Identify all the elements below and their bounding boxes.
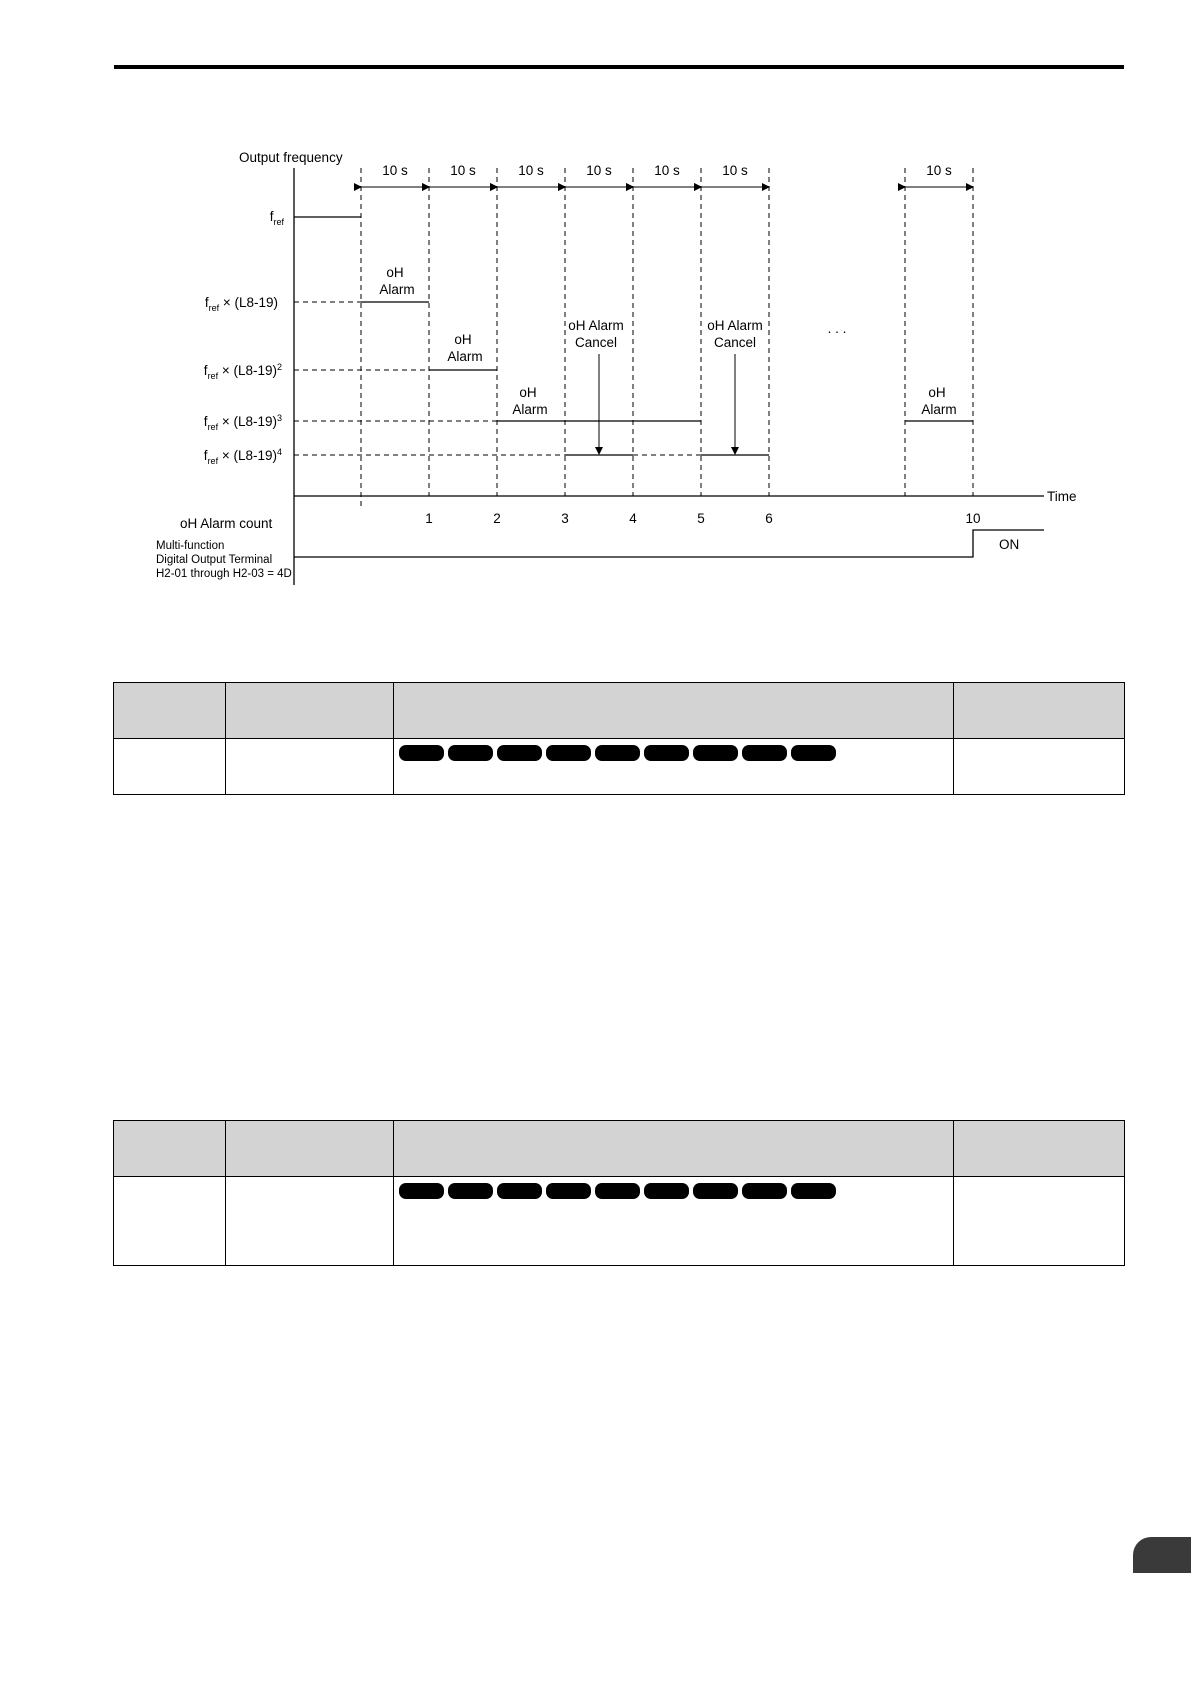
interval-dashed-lines [361,168,973,508]
table-cell [954,1177,1125,1266]
svg-text:oH: oH [928,385,946,400]
table-cell [114,739,226,795]
terminal-label-line1: Multi-function [156,540,225,552]
level-fref-l819-3: $f_{ref} \times (L8-19)^3$ [203,413,282,432]
redacted-tag [644,1183,689,1199]
svg-text:oH Alarm: oH Alarm [568,318,624,333]
svg-text:Cancel: Cancel [574,335,618,350]
svg-text:10 s: 10 s [518,163,544,178]
redacted-tag [693,745,738,761]
svg-text:10 s: 10 s [382,163,408,178]
redacted-tag [791,745,836,761]
cancel-arrows [599,354,735,454]
svg-text:10 s: 10 s [654,163,680,178]
table-row [114,739,1125,795]
table-cell [114,1177,226,1266]
redacted-tag [693,1183,738,1199]
svg-text:6: 6 [765,511,773,526]
svg-text:10: 10 [965,511,981,526]
x-axis-title: Time [1047,489,1077,504]
svg-text:3: 3 [561,511,569,526]
ellipsis: . . . [827,321,847,336]
redacted-tag [742,745,787,761]
header-cell [954,1121,1125,1177]
redacted-tag [742,1183,787,1199]
svg-text:Alarm: Alarm [921,402,957,417]
parameter-table-2 [113,1120,1125,1266]
level-fref-l819-4: $f_{ref} \times (L8-19)^4$ [203,447,282,466]
parameter-table-1 [113,682,1125,795]
table-cell [226,1177,394,1266]
redacted-tag [399,745,444,761]
table-header-row [114,1121,1125,1177]
svg-text:2: 2 [493,511,501,526]
terminal-label-line3: H2-01 through H2-03 = 4D [156,568,292,580]
level-fref-l819: $f_{ref} \times (L8-19)$ [204,295,278,313]
svg-text:oH: oH [519,385,537,400]
alarm-annotations [379,265,956,417]
redacted-tag-row [394,739,953,761]
header-cell [226,683,394,739]
alarm-count-label: oH Alarm count [180,516,273,531]
redacted-tag [448,1183,493,1199]
svg-text:Cancel: Cancel [713,335,757,350]
svg-text:10 s: 10 s [450,163,476,178]
header-cell [226,1121,394,1177]
header-cell [954,683,1125,739]
redacted-tag [595,1183,640,1199]
svg-text:oH: oH [386,265,404,280]
digital-output-signal [294,530,1044,557]
y-level-labels [204,209,285,466]
on-label: ON [999,537,1020,552]
level-fref: $f_{ref}$ [269,209,284,227]
header-cell [394,1121,954,1177]
table-cell [394,1177,954,1266]
y-axis-title: Output frequency [239,150,343,165]
table-cell [954,739,1125,795]
table-cell [394,739,954,795]
redacted-tag [399,1183,444,1199]
redacted-tag [546,1183,591,1199]
header-cell [114,683,226,739]
redacted-tag [644,745,689,761]
redacted-tag-row [394,1177,953,1199]
level-fref-l819-2: $f_{ref} \times (L8-19)^2$ [203,362,282,381]
terminal-label-line2: Digital Output Terminal [156,554,273,566]
oh-alarm-timing-diagram [0,0,1191,620]
alarm-count-numbers [425,511,980,526]
svg-text:Alarm: Alarm [379,282,415,297]
svg-text:10 s: 10 s [926,163,952,178]
table-cell [226,739,394,795]
interval-labels [382,163,952,178]
svg-text:5: 5 [697,511,705,526]
svg-text:4: 4 [629,511,637,526]
redacted-tag [448,745,493,761]
redacted-tag [497,1183,542,1199]
svg-text:oH Alarm: oH Alarm [707,318,763,333]
svg-text:Alarm: Alarm [447,349,483,364]
header-cell [394,683,954,739]
svg-text:1: 1 [425,511,433,526]
header-cell [114,1121,226,1177]
table-header-row [114,683,1125,739]
svg-text:oH: oH [454,332,472,347]
redacted-tag [546,745,591,761]
svg-text:10 s: 10 s [586,163,612,178]
redacted-tag [497,745,542,761]
redacted-tag [595,745,640,761]
table-row [114,1177,1125,1266]
redacted-tag [791,1183,836,1199]
svg-text:10 s: 10 s [722,163,748,178]
chapter-tab-marker [1133,1537,1191,1573]
svg-text:Alarm: Alarm [512,402,548,417]
